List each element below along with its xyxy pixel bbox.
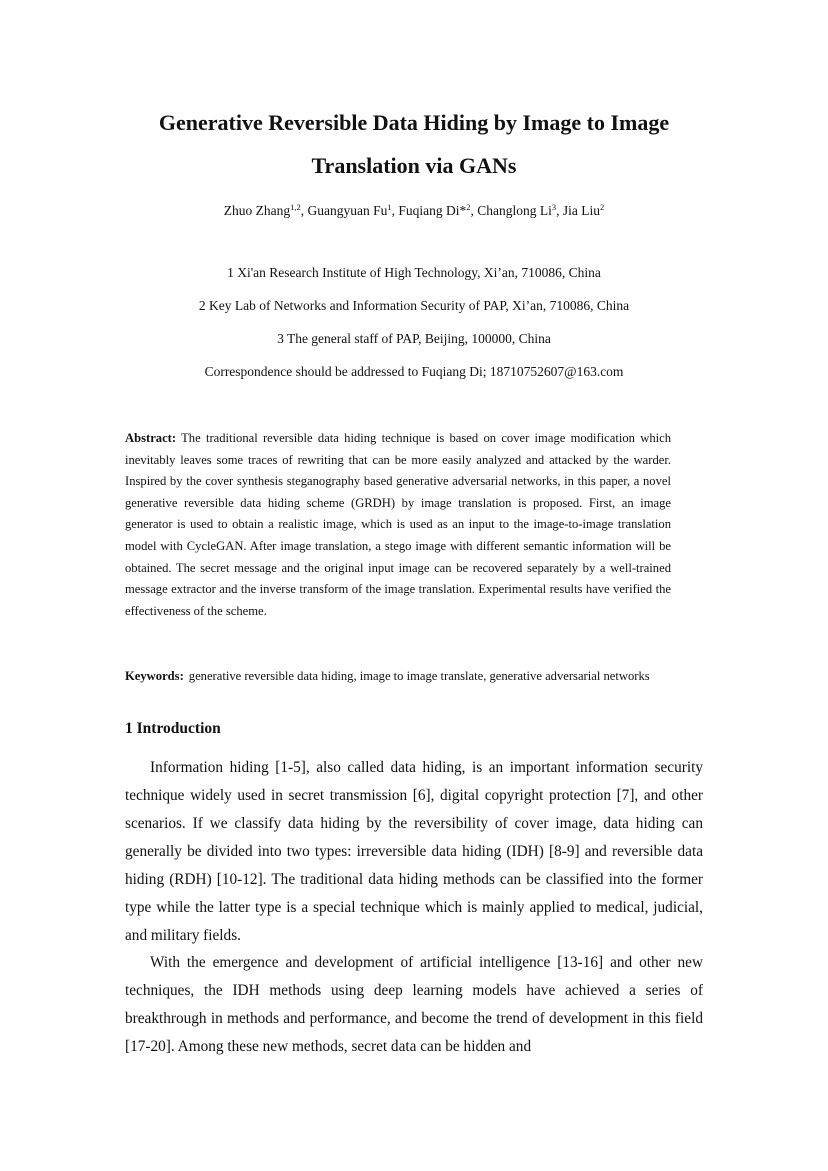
abstract: [125, 428, 671, 622]
author-name: Zhuo Zhang: [223, 203, 291, 218]
body-paragraph: With the emergence and development of artificial intelligence [13-16] and other new techniques, the IDH methods using deep learning models have achieved a series of breakthrough in methods and performance, and become the trend of development in this field [17-20]. Among these new methods, secret data can be hidden and: [125, 954, 703, 1055]
keywords: [125, 666, 671, 687]
correspondence-line: Correspondence should be addressed to Fuqiang Di; 18710752607@163.com: [204, 364, 624, 379]
affiliation-1: 1 Xi'an Research Institute of High Technology, Xi’an, 710086, China: [227, 265, 601, 280]
affiliation-2: 2 Key Lab of Networks and Information Security of PAP, Xi’an, 710086, China: [198, 298, 630, 313]
keywords-text: generative reversible data hiding, image to image translate, generative adversarial networks: [188, 669, 650, 683]
author-name: Changlong Li: [477, 203, 552, 218]
author-affiliation-mark: 3: [551, 202, 557, 212]
author-affiliation-mark: 1,2: [290, 202, 301, 212]
keywords-label: Keywords:: [125, 669, 184, 683]
paper-title-line-1: Generative Reversible Data Hiding by Image to Image: [158, 110, 670, 135]
abstract-text: The traditional reversible data hiding technique is based on cover image modification which inevitably leaves some traces of rewriting that can be more easily analyzed and attacked by the warder. Inspired by the cover synthesis steganography based generative adversarial networks, in this paper, a novel generative reversible data hiding scheme (GRDH) by image translation is proposed. First, an image generator is used to obtain a realistic image, which is used as an input to the image-to-image translation model with CycleGAN. After image translation, a stego image with different semantic information will be obtained. The secret message and the original input image can be recovered separately by a well-trained message extractor and the inverse transform of the image translation. Experimental results have verified the effectiveness of the scheme.: [125, 431, 671, 618]
author-affiliation-mark: 2: [466, 202, 471, 212]
author-name: Jia Liu: [562, 203, 600, 218]
author-affiliation-mark: 1: [387, 202, 392, 212]
body-paragraph: Information hiding [1-5], also called data hiding, is an important information security technique widely used in secret transmission [6], digital copyright protection [7], and other scenarios. If we classify data hiding by the reversibility of cover image, data hiding can generally be divided into two types: irreversible data hiding (IDH) [8-9] and reversible data hiding (RDH) [10-12]. The traditional data hiding methods can be classified into the former type while the latter type is a special technique which is mainly applied to medical, judicial, and military fields.: [125, 759, 703, 944]
paper-title-line-2: Translation via GANs: [311, 153, 517, 178]
affiliation-3: 3 The general staff of PAP, Beijing, 100000, China: [277, 331, 551, 346]
abstract-label: Abstract:: [125, 431, 177, 445]
author-affiliation-mark: 2: [600, 202, 605, 212]
author-name: Fuqiang Di*: [398, 203, 467, 218]
section-heading-introduction: 1 Introduction: [125, 720, 221, 737]
author-name: Guangyuan Fu: [307, 203, 388, 218]
author-list: Zhuo Zhang$^{1,2}$, Guangyuan Fu$^1$, Fuqiang Di*$^2$, Changlong Li$^3$, Jia Liu$^2$: [223, 202, 605, 218]
